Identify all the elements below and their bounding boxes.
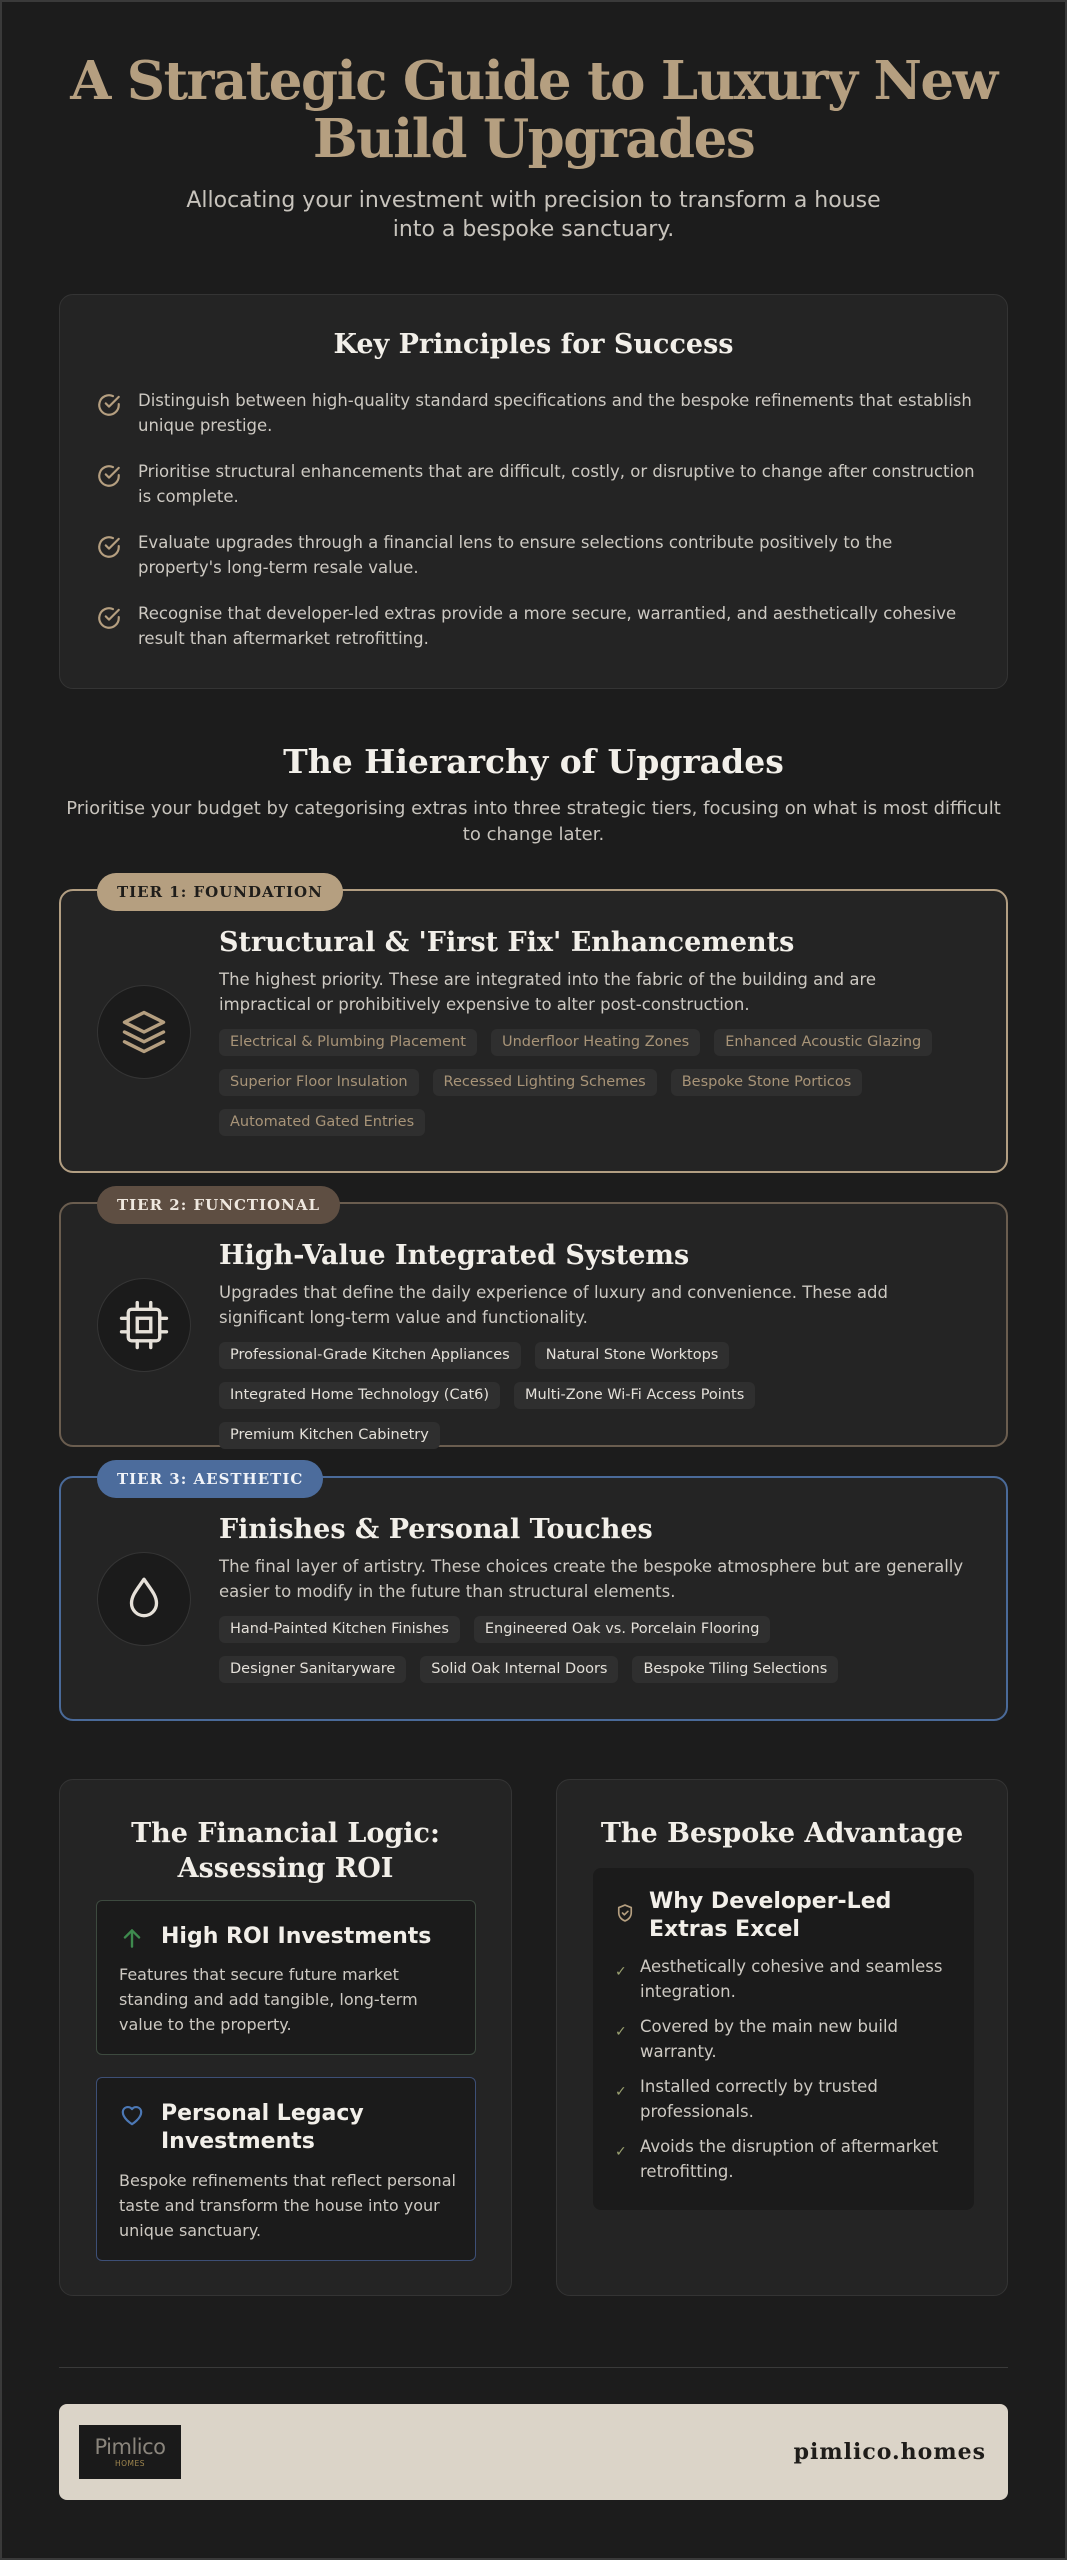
tier-badge: TIER 2: FUNCTIONAL xyxy=(97,1186,340,1224)
upgrade-tag: Engineered Oak vs. Porcelain Flooring xyxy=(474,1616,771,1643)
advantage-text: Avoids the disruption of aftermarket retrofitting. xyxy=(640,2137,939,2181)
advantage-text: Installed correctly by trusted professionals. xyxy=(640,2077,878,2121)
tier-body xyxy=(219,927,969,1136)
upgrade-tag: Bespoke Tiling Selections xyxy=(632,1656,838,1683)
high-roi-title: High ROI Investments xyxy=(161,1924,432,1949)
tier-2-card xyxy=(59,1196,1008,1447)
tier-title: High-Value Integrated Systems xyxy=(219,1240,690,1271)
personal-legacy-heading xyxy=(119,2100,459,2156)
chip-icon xyxy=(97,1278,191,1372)
droplet-icon xyxy=(97,1552,191,1646)
checkmark-icon: ✓ xyxy=(615,2084,627,2100)
page-title: A Strategic Guide to Luxury New Build Upgrades xyxy=(70,50,997,170)
advantage-item xyxy=(615,2134,960,2194)
principle-text: Distinguish between high-quality standard specifications and the bespoke refinements that establish unique prestige. xyxy=(138,391,972,435)
advantage-text: Covered by the main new build warranty. xyxy=(640,2017,899,2061)
tier-1-card xyxy=(59,883,1008,1173)
tier-body xyxy=(219,1514,969,1683)
hierarchy-subtitle: Prioritise your budget by categorising extras into three strategic tiers, focusing on what is most difficult to change later. xyxy=(66,798,1001,845)
upgrade-tag: Multi-Zone Wi-Fi Access Points xyxy=(514,1382,755,1409)
check-circle-icon xyxy=(96,392,122,418)
upgrade-tag: Natural Stone Worktops xyxy=(535,1342,730,1369)
tier-description: Upgrades that define the daily experience of luxury and convenience. These add significant long-term value and functionality. xyxy=(219,1283,888,1327)
upgrade-tag: Solid Oak Internal Doors xyxy=(420,1656,618,1683)
advantage-text: Aesthetically cohesive and seamless integration. xyxy=(640,1957,943,2001)
logo-subtext: HOMES xyxy=(114,2459,145,2468)
upgrade-tag: Electrical & Plumbing Placement xyxy=(219,1029,477,1056)
tier-body xyxy=(219,1240,969,1449)
upgrade-tag: Automated Gated Entries xyxy=(219,1109,425,1136)
high-roi-text: Features that secure future market standing and add tangible, long-term value to the property. xyxy=(119,1965,418,2034)
upgrade-tag: Enhanced Acoustic Glazing xyxy=(714,1029,932,1056)
footer-bar xyxy=(59,2404,1008,2500)
check-circle-icon xyxy=(96,605,122,631)
tier-3-card xyxy=(59,1470,1008,1721)
key-principles-card xyxy=(59,294,1008,689)
upgrade-tag: Superior Floor Insulation xyxy=(219,1069,419,1096)
principle-text: Prioritise structural enhancements that are difficult, costly, or disruptive to change after construction is complete. xyxy=(138,462,975,506)
layers-icon xyxy=(97,985,191,1079)
advantage-item xyxy=(615,1954,960,2014)
personal-legacy-text: Bespoke refinements that reflect personal taste and transform the house into your unique sanctuary. xyxy=(119,2171,456,2240)
financial-logic-title: The Financial Logic: Assessing ROI xyxy=(131,1818,440,1884)
tag-list xyxy=(219,1029,969,1136)
why-developer-title: Why Developer-Led Extras Excel xyxy=(649,1889,892,1942)
advantage-item xyxy=(615,2074,960,2134)
logo-name: Pimlico xyxy=(94,2435,166,2459)
advantage-list xyxy=(615,1954,960,2194)
principle-item xyxy=(96,459,976,530)
tier-badge: TIER 1: FOUNDATION xyxy=(97,873,343,911)
financial-logic-card xyxy=(59,1779,512,2296)
principle-text: Recognise that developer-led extras provide a more secure, warrantied, and aesthetically cohesive result than aftermarket retrofitting. xyxy=(138,604,957,648)
check-circle-icon xyxy=(96,534,122,560)
upgrade-tag: Hand-Painted Kitchen Finishes xyxy=(219,1616,460,1643)
bespoke-advantage-title: The Bespoke Advantage xyxy=(600,1818,964,1849)
check-circle-icon xyxy=(96,463,122,489)
website-link[interactable]: pimlico.homes xyxy=(793,2439,986,2465)
shield-check-icon xyxy=(615,1902,635,1924)
high-roi-heading xyxy=(119,1923,431,1951)
tag-list xyxy=(219,1342,969,1449)
checkmark-icon: ✓ xyxy=(615,2024,627,2040)
tier-title: Finishes & Personal Touches xyxy=(219,1514,653,1545)
upgrade-tag: Bespoke Stone Porticos xyxy=(671,1069,863,1096)
principle-item xyxy=(96,530,976,601)
upgrade-tag: Recessed Lighting Schemes xyxy=(433,1069,657,1096)
upgrade-tag: Professional-Grade Kitchen Appliances xyxy=(219,1342,521,1369)
tier-badge: TIER 3: AESTHETIC xyxy=(97,1460,323,1498)
hierarchy-title: The Hierarchy of Upgrades xyxy=(283,742,784,781)
page-subtitle: Allocating your investment with precision to transform a house into a bespoke sanctuary. xyxy=(186,188,881,242)
upgrade-tag: Integrated Home Technology (Cat6) xyxy=(219,1382,500,1409)
principle-item xyxy=(96,601,976,672)
pimlico-logo[interactable] xyxy=(79,2425,181,2479)
personal-legacy-box xyxy=(96,2077,476,2261)
key-principles-title: Key Principles for Success xyxy=(333,329,734,360)
checkmark-icon: ✓ xyxy=(615,2144,627,2160)
tag-list xyxy=(219,1616,969,1683)
bespoke-advantage-card xyxy=(556,1779,1008,2296)
why-developer-heading xyxy=(615,1888,955,1944)
principle-text: Evaluate upgrades through a financial lens to ensure selections contribute positively to the property's long-term resale value. xyxy=(138,533,893,577)
why-developer-box xyxy=(593,1868,974,2210)
tier-description: The final layer of artistry. These choices create the bespoke atmosphere but are generally easier to modify in the future than structural elements. xyxy=(219,1557,964,1601)
principle-item xyxy=(96,388,976,459)
tier-description: The highest priority. These are integrated into the fabric of the building and are impractical or prohibitively expensive to alter post-construction. xyxy=(219,970,877,1014)
upgrade-tag: Premium Kitchen Cabinetry xyxy=(219,1422,440,1449)
upgrade-tag: Designer Sanitaryware xyxy=(219,1656,406,1683)
heart-icon xyxy=(119,2102,145,2128)
upgrade-tag: Underfloor Heating Zones xyxy=(491,1029,700,1056)
checkmark-icon: ✓ xyxy=(615,1964,627,1980)
tier-title: Structural & 'First Fix' Enhancements xyxy=(219,927,795,958)
arrow-up-icon xyxy=(119,1925,145,1951)
high-roi-box xyxy=(96,1900,476,2055)
page-header xyxy=(60,52,1007,244)
principles-list xyxy=(96,388,976,672)
advantage-item xyxy=(615,2014,960,2074)
personal-legacy-title: Personal Legacy Investments xyxy=(161,2101,364,2154)
footer-divider xyxy=(59,2367,1008,2368)
